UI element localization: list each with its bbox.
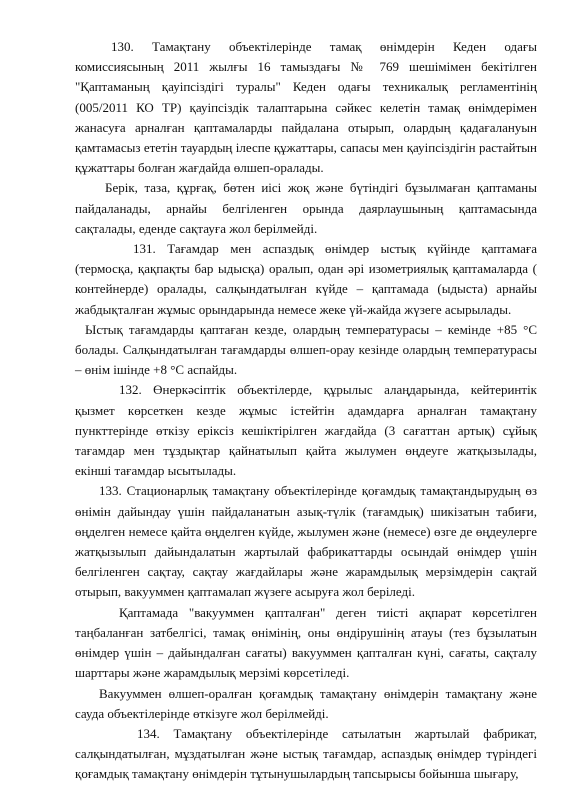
paragraph-hot-food-temperature: Ыстық тағамдарды қаптаған кезде, олардың температурасы – кемінде +85 °С болады. Салқындатылған тағамдарды өлшеп-орау кезінде олардың температурасы – өнім ішінде +8 °С аспайды. (75, 321, 537, 378)
paragraph-131: 131. Тағамдар мен аспаздық өнімдер ыстық күйінде қаптамаға (термосқа, қақпақты бар ыдысқа) оралып, одан әрі изометриялық қаптамаларда ( контейнерде) оралады, салқындатылған күйде – қаптамада (ыдыста) арнайы жабдықталған жұмыс орындарында немесе жеке үй-жайда жүзеге асырылады. (75, 241, 537, 317)
paragraph-134: 134. Тамақтану объектілерінде сатылатын жартылай фабрикат, салқындатылған, мұздатылған және ыстық тағамдар, аспаздық өнімдер түріндегі қоғамдық тамақтану өнімдерін тұтынушылардың тапсырысы бойынша шығару, (75, 725, 537, 782)
paragraph-vacuum-sale-prohibition: Вакууммен өлшеп-оралған қоғамдық тамақтану өнімдерін тамақтану және сауда объектілерінде өткізуге жол берілмейді. (75, 685, 537, 721)
paragraph-130: 130. Тамақтану объектілерінде тамақ өнімдерін Кеден одағы комиссиясының 2011 жылғы 16 тамыздағы № 769 шешімімен бекітілген "Қаптаманың қауіпсіздігі туралы" Кеден одағы техникалық регламентінің (005/2011 КО ТР) қауіпсіздік талаптарына сәйкес келетін тамақ өнімдерімен жанасуға арналған қаптамаларды пайдалана отырып, олардың қадағалануын қамтамасыз ететін тауардың ілеспе құжаттары, сапасы мен қауіпсіздігін растайтын құжаттары болған жағдайда өлшеп-оралады. (75, 39, 537, 176)
paragraph-132: 132. Өнеркәсіптік объектілерде, құрылыс алаңдарында, кейтеринтік қызмет көрсеткен кезде жұмыс істейтін адамдарға арналған тамақтану пункттерінде өткізу еріксіз кешіктірілген жағдайда (3 сағаттан артық) сұйық тағамдар мен тұздықтар қайнатылып қайта жылумен өңдеуге жатқызылады, екінші тағамдар ысытылады. (75, 382, 537, 479)
document-body (75, 37, 537, 785)
paragraph-133: 133. Стационарлық тамақтану объектілерінде қоғамдық тамақтандырудың өз өнімін дайындау үшін пайдаланатын азық-түлік (тағамдық) шикізатын табиғи, өңделген немесе қайта өңделген күйде, жылумен және (немесе) өзге де өңдеулерге жатқызылып дайындалатын жартылай фабрикаттарды осындай өнімдер үшін белгіленген сақтау, сақтау жағдайлары және жарамдылық мерзімдерін сақтай отырып, вакууммен қаптамалап жүзеге асыруға жол беріледі. (75, 483, 537, 600)
paragraph-vacuum-labeling: Қаптамада "вакууммен қапталған" деген тиісті ақпарат көрсетілген таңбаланған затбелгісі, тамақ өнімінің, оны өндірушінің атауы (тез бұзылатын өнімдер үшін – дайындалған сағаты) вакууммен қапталған күні, сағаты, сақталу шарттары және жарамдылық мерзімі көрсетіледі. (75, 604, 537, 681)
paragraph-packaging-requirements: Берік, таза, құрғақ, бөтен иісі жоқ және бүтіндігі бұзылмаған қаптаманы пайдаланады, арнайы белгіленген орында даярлаушының қаптамасында сақталады, еденде сақтауға жол берілмейді. (75, 180, 537, 236)
